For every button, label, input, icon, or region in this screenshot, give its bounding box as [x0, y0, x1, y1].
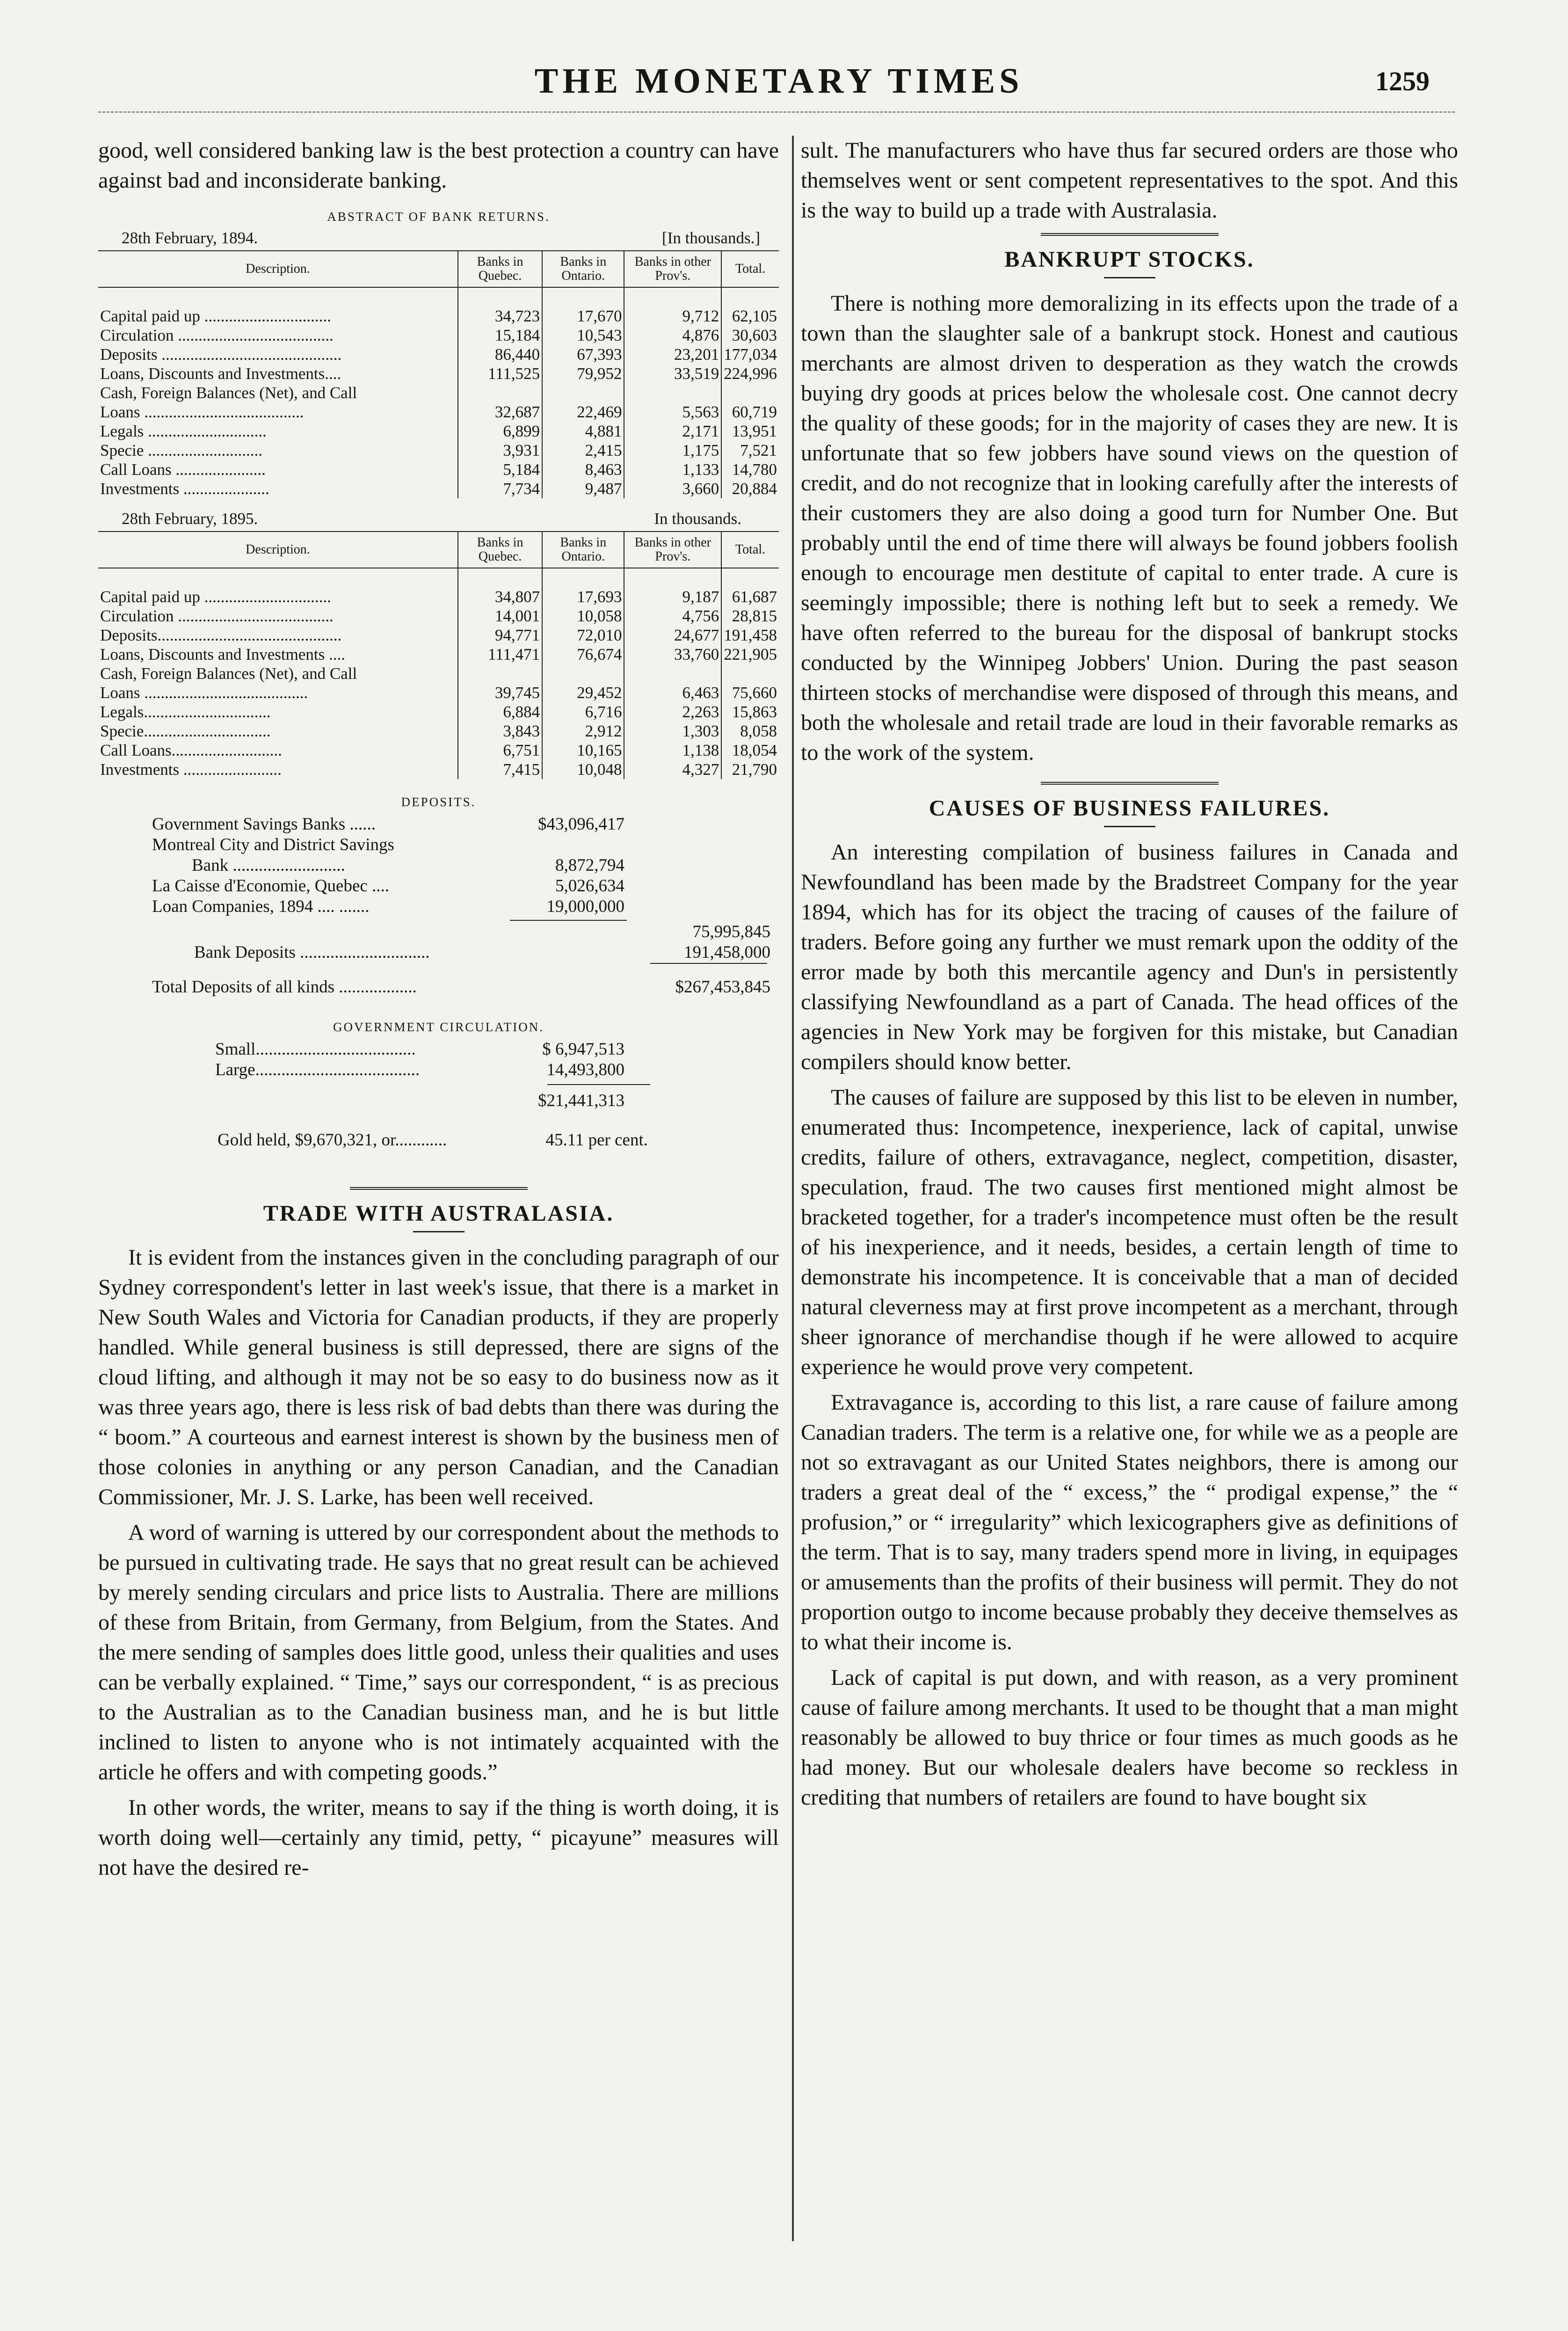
cell-other-provs: 1,138 [624, 741, 721, 760]
cell-other-provs: 6,463 [624, 683, 721, 702]
row-label: Investments ........................ [100, 760, 282, 779]
cell-other-provs: 33,760 [624, 645, 721, 664]
cell-quebec: 7,415 [458, 760, 542, 779]
row-label: Cash, Foreign Balances (Net), and Call [100, 384, 357, 402]
table-1895-body [98, 568, 779, 779]
col-total: Total. [721, 532, 779, 568]
table-row [98, 460, 779, 479]
causes-paragraph-4: Lack of capital is put down, and with reason, as a very prominent cause of failure among merchants. It used to be thought that a man might reasonably be allowed to buy thrice or four times as much goods as he had money. But our wholesale dealers have become so reckless in crediting that numbers of retailers are found to have bought six [801, 1665, 1458, 1810]
trade-heading: TRADE WITH AUSTRALASIA. [263, 1201, 614, 1226]
table-row [98, 422, 779, 441]
cell-ontario: 2,912 [542, 721, 624, 741]
cell-quebec: 86,440 [458, 345, 542, 364]
gold-held-row: Gold held, $9,670,321, or............ 45.11 per cent. [218, 1130, 648, 1150]
col-description: Description. [98, 532, 458, 568]
cell-total: 61,687 [721, 587, 779, 606]
cell-quebec: 6,899 [458, 422, 542, 441]
circulation-row: Small..................................... $ 6,947,513 [215, 1040, 624, 1059]
masthead-title: THE MONETARY TIMES [534, 61, 1024, 101]
table-row [98, 479, 779, 498]
cell-quebec [458, 383, 542, 402]
cell-quebec: 6,884 [458, 702, 542, 721]
table-1894-body [98, 287, 779, 498]
cell-other-provs: 1,175 [624, 441, 721, 460]
causes-heading: CAUSES OF BUSINESS FAILURES. [929, 796, 1330, 821]
deposit-subtotal-row: 75,995,845 [692, 922, 770, 941]
table-row [98, 606, 779, 626]
table-row [98, 364, 779, 383]
table-row [98, 721, 779, 741]
cell-quebec: 39,745 [458, 683, 542, 702]
cell-other-provs: 3,660 [624, 479, 721, 498]
cell-other-provs: 24,677 [624, 626, 721, 645]
bankrupt-paragraph: There is nothing more demoralizing in its effects upon the trade of a town than the slaughter sale of a bankrupt stock. Honest and cautious merchants are almost driven to desperation as they watch the crowds buying dry goods at prices below the wholesale cost. One cannot decry the quality of these goods; for in the majority of cases they are new. It is unfortunate that so few jobbers have sound views on the question of credit, and do not recognize that in looking carefully after the interests of their customers they are also doing a good turn for Number One. But probably until the end of time there will always be found jobbers foolish enough to encourage men destitute of capital to enter trade. A cure is seemingly impossible; there is nothing left but to seek a remedy. We have often referred to the bureau for the disposal of bankrupt stocks conducted by the Winnipeg Jobbers' Union. During the past season thirteen stocks of merchandise were disposed of through this means, and both the wholesale and retail trade are loud in their favorable remarks as to the work of the system. [801, 291, 1458, 765]
table-row [98, 441, 779, 460]
cell-quebec: 15,184 [458, 326, 542, 345]
header-rule [98, 111, 1455, 113]
cell-total: 14,780 [721, 460, 779, 479]
row-label: Investments ..................... [100, 480, 269, 498]
row-label: Circulation ...................................... [100, 326, 334, 344]
cell-total: 15,863 [721, 702, 779, 721]
cell-ontario: 10,058 [542, 606, 624, 626]
circulation-row: Large...................................... 14,493,800 [215, 1060, 624, 1079]
cell-total: 21,790 [721, 760, 779, 779]
table-1895-date: 28th February, 1895. [122, 510, 258, 528]
bankrupt-heading: BANKRUPT STOCKS. [1004, 247, 1255, 272]
deposits-block [98, 814, 779, 1020]
row-label: Call Loans........................... [100, 741, 282, 759]
cell-total: 224,996 [721, 364, 779, 383]
cell-quebec: 32,687 [458, 402, 542, 422]
cell-other-provs: 9,187 [624, 587, 721, 606]
col-other-provs: Banks in other Prov's. [624, 532, 721, 568]
table-1894-units: [In thousands.] [662, 229, 760, 247]
sum-rule [650, 963, 767, 964]
cell-quebec [458, 664, 542, 683]
table-header-row [98, 532, 779, 568]
abstract-title: ABSTRACT OF BANK RETURNS. [327, 210, 550, 224]
circulation-total-row: $21,441,313 [538, 1091, 624, 1110]
cell-other-provs [624, 383, 721, 402]
col-quebec: Banks in Quebec. [458, 532, 542, 568]
row-label: Capital paid up ............................... [100, 307, 331, 325]
cell-total: 221,905 [721, 645, 779, 664]
cell-quebec: 34,723 [458, 306, 542, 326]
cell-quebec: 111,471 [458, 645, 542, 664]
col-total: Total. [721, 251, 779, 287]
row-label: Call Loans ...................... [100, 460, 266, 479]
table-row [98, 326, 779, 345]
causes-paragraph-2: The causes of failure are supposed by this list to be eleven in number, enumerated thus: Incompetence, inexperience, lack of capital, unwise credits, failure of others, extravagance, neglect, competition, disaster, speculation, fraud. The two causes first mentioned might almost be bracketed together, for a trader's incompetence must often be the result of his inexperience, and it needs, besides, a certain length of time to demonstrate his incompetence. It is conceivable that a man of decided natural cleverness may at first prove incompetent as a merchant, through sheer ignorance of merchandise though if he were allowed to acquire experience he would prove very competent. [801, 1085, 1458, 1379]
table-row [98, 683, 779, 702]
row-label: Loans, Discounts and Investments .... [100, 645, 345, 663]
row-label: Cash, Foreign Balances (Net), and Call [100, 664, 357, 683]
bank-returns-1895-table [98, 531, 779, 779]
cell-ontario: 10,165 [542, 741, 624, 760]
row-label: Loans ....................................... [100, 403, 304, 421]
circulation-title: GOVERNMENT CIRCULATION. [333, 1020, 544, 1034]
cell-other-provs [624, 664, 721, 683]
section-rule [350, 1187, 528, 1193]
cell-quebec: 3,931 [458, 441, 542, 460]
cell-quebec: 7,734 [458, 479, 542, 498]
deposits-title: DEPOSITS. [401, 795, 476, 809]
cell-quebec: 94,771 [458, 626, 542, 645]
trade-paragraph-2: A word of warning is uttered by our correspondent about the methods to be pursued in cultivating trade. He says that no great result can be achieved by merely sending circulars and price lists to Australia. There are millions of these from Britain, from Germany, from Belgium, from the States. And the mere sending of samples does little good, unless their qualities and uses can be verbally explained. “ Time,” says our correspondent, “ is as precious to the Australian as to the Canadian business man, and he is but little inclined to listen to anyone who is not intimately acquainted with the article he offers and with competing goods.” [98, 1520, 779, 1785]
table-1894-caption [122, 229, 774, 248]
cell-quebec: 14,001 [458, 606, 542, 626]
causes-paragraph-3: Extravagance is, according to this list, a rare cause of failure among Canadian traders. The term is a relative one, for while we as a people are not so extravagant as our United States neighbors, there is among our traders a great deal of the “ excess,” the “ prodigal expense,” the “ profusion,” or “ irregularity” which lexicographers give as definitions of the term. That is to say, many traders spend more in living, in equipages or amusements than the profits of their business will permit. They do not proportion outgo to income because probably they deceive themselves as to what their income is. [801, 1390, 1458, 1654]
cell-quebec: 3,843 [458, 721, 542, 741]
table-row [98, 760, 779, 779]
cell-ontario: 8,463 [542, 460, 624, 479]
cell-total: 60,719 [721, 402, 779, 422]
cell-ontario [542, 664, 624, 683]
cell-ontario: 72,010 [542, 626, 624, 645]
cell-total: 13,951 [721, 422, 779, 441]
cell-other-provs: 4,756 [624, 606, 721, 626]
cell-ontario: 9,487 [542, 479, 624, 498]
cell-total: 177,034 [721, 345, 779, 364]
deposit-row: Bank .......................... 8,872,794 [192, 856, 624, 875]
row-label: Loans, Discounts and Investments.... [100, 364, 341, 383]
table-row [98, 741, 779, 760]
col-ontario: Banks in Ontario. [542, 251, 624, 287]
banking-law-paragraph: good, well considered banking law is the best protection a country can have against bad and inconsiderate banking. [98, 138, 779, 193]
table-row [98, 345, 779, 364]
heading-rule [1104, 826, 1155, 827]
table-row [98, 587, 779, 606]
cell-ontario: 10,048 [542, 760, 624, 779]
cell-ontario: 22,469 [542, 402, 624, 422]
trade-paragraph-3: In other words, the writer, means to say if the thing is worth doing, it is worth doing well—certainly any timid, petty, “ picayune” measures will not have the desired re- [98, 1795, 779, 1880]
cell-quebec: 34,807 [458, 587, 542, 606]
row-label: Loans ........................................ [100, 684, 308, 702]
deposit-row: Government Savings Banks ...... $43,096,417 [152, 815, 624, 834]
table-row [98, 645, 779, 664]
row-label: Circulation ...................................... [100, 607, 334, 625]
section-rule [1041, 782, 1219, 787]
table-row [98, 702, 779, 721]
cell-other-provs: 1,303 [624, 721, 721, 741]
cell-other-provs: 9,712 [624, 306, 721, 326]
cell-ontario: 10,543 [542, 326, 624, 345]
cell-other-provs: 5,563 [624, 402, 721, 422]
cell-ontario: 4,881 [542, 422, 624, 441]
left-column [98, 136, 779, 1883]
cell-total [721, 664, 779, 683]
cell-quebec: 5,184 [458, 460, 542, 479]
cell-total [721, 383, 779, 402]
circulation-block [98, 1039, 779, 1180]
col-other-provs: Banks in other Prov's. [624, 251, 721, 287]
cell-total: 20,884 [721, 479, 779, 498]
table-row [98, 402, 779, 422]
sum-rule [510, 920, 627, 921]
deposit-total-row: Total Deposits of all kinds .................. $267,453,845 [152, 977, 770, 997]
table-1894-date: 28th February, 1894. [122, 229, 258, 247]
cell-ontario: 29,452 [542, 683, 624, 702]
cell-ontario: 76,674 [542, 645, 624, 664]
row-label: Legals ............................. [100, 422, 267, 440]
deposit-row: Loan Companies, 1894 .... ....... 19,000,000 [152, 897, 624, 916]
heading-rule [1104, 277, 1155, 278]
trade-continuation: sult. The manufacturers who have thus far secured orders are those who themselves went or sent competent representatives to the spot. And this is the way to build up a trade with Australasia. [801, 138, 1458, 223]
cell-total: 18,054 [721, 741, 779, 760]
deposit-row: Montreal City and District Savings [152, 835, 394, 854]
cell-other-provs: 1,133 [624, 460, 721, 479]
row-label: Capital paid up ............................... [100, 588, 331, 606]
table-header-row [98, 251, 779, 287]
cell-ontario: 79,952 [542, 364, 624, 383]
deposit-row: Bank Deposits .............................. 191,458,000 [194, 943, 770, 962]
cell-total: 28,815 [721, 606, 779, 626]
cell-total: 191,458 [721, 626, 779, 645]
trade-paragraph-1: It is evident from the instances given in the concluding paragraph of our Sydney correspondent's letter in last week's issue, that there is a market in New South Wales and Victoria for Canadian products, if they are properly handled. While general business is still depressed, there are signs of the cloud lifting, and although it may not be so easy to do business now as it was three years ago, there is less risk of bad debts than there was during the “ boom.” A courteous and earnest interest is shown by the business men of those colonies in anything or any person Canadian, and the Canadian Commissioner, Mr. J. S. Larke, has been well received. [98, 1245, 779, 1509]
cell-ontario: 6,716 [542, 702, 624, 721]
sum-rule [547, 1084, 650, 1085]
cell-total: 8,058 [721, 721, 779, 741]
table-row [98, 664, 779, 683]
cell-ontario: 2,415 [542, 441, 624, 460]
cell-other-provs: 4,876 [624, 326, 721, 345]
cell-total: 62,105 [721, 306, 779, 326]
row-label: Specie............................... [100, 722, 271, 740]
cell-other-provs: 2,263 [624, 702, 721, 721]
table-row [98, 383, 779, 402]
row-label: Deposits............................................. [100, 626, 342, 644]
deposit-row: La Caisse d'Economie, Quebec .... 5,026,634 [152, 876, 624, 896]
heading-rule [413, 1231, 465, 1232]
section-rule [1041, 233, 1219, 239]
cell-other-provs: 23,201 [624, 345, 721, 364]
row-label: Specie ............................ [100, 441, 263, 459]
cell-other-provs: 4,327 [624, 760, 721, 779]
col-ontario: Banks in Ontario. [542, 532, 624, 568]
right-column [801, 136, 1458, 1813]
cell-ontario: 67,393 [542, 345, 624, 364]
cell-ontario: 17,670 [542, 306, 624, 326]
cell-total: 30,603 [721, 326, 779, 345]
cell-total: 75,660 [721, 683, 779, 702]
cell-quebec: 111,525 [458, 364, 542, 383]
cell-total: 7,521 [721, 441, 779, 460]
page-number: 1259 [1375, 66, 1430, 96]
cell-other-provs: 2,171 [624, 422, 721, 441]
table-row [98, 306, 779, 326]
cell-ontario: 17,693 [542, 587, 624, 606]
row-label: Deposits ............................................ [100, 345, 342, 364]
table-1895-caption [122, 510, 774, 528]
column-divider [792, 136, 794, 2241]
causes-paragraph-1: An interesting compilation of business failures in Canada and Newfoundland has been made by the Bradstreet Company for the year 1894, which has for its object the tracing of causes of the failure of traders. Before going any further we must remark upon the oddity of the error made by both this mercantile agency and Dun's in persistently classifying Newfoundland as a part of Canada. The head offices of the agencies in New York may be forgiven for this mistake, but Canadian compilers should know better. [801, 840, 1458, 1074]
bank-returns-1894-table [98, 250, 779, 498]
cell-quebec: 6,751 [458, 741, 542, 760]
table-row [98, 626, 779, 645]
row-label: Legals............................... [100, 703, 271, 721]
cell-other-provs: 33,519 [624, 364, 721, 383]
cell-ontario [542, 383, 624, 402]
table-1895-units: In thousands. [654, 510, 741, 528]
col-description: Description. [98, 251, 458, 287]
col-quebec: Banks in Quebec. [458, 251, 542, 287]
